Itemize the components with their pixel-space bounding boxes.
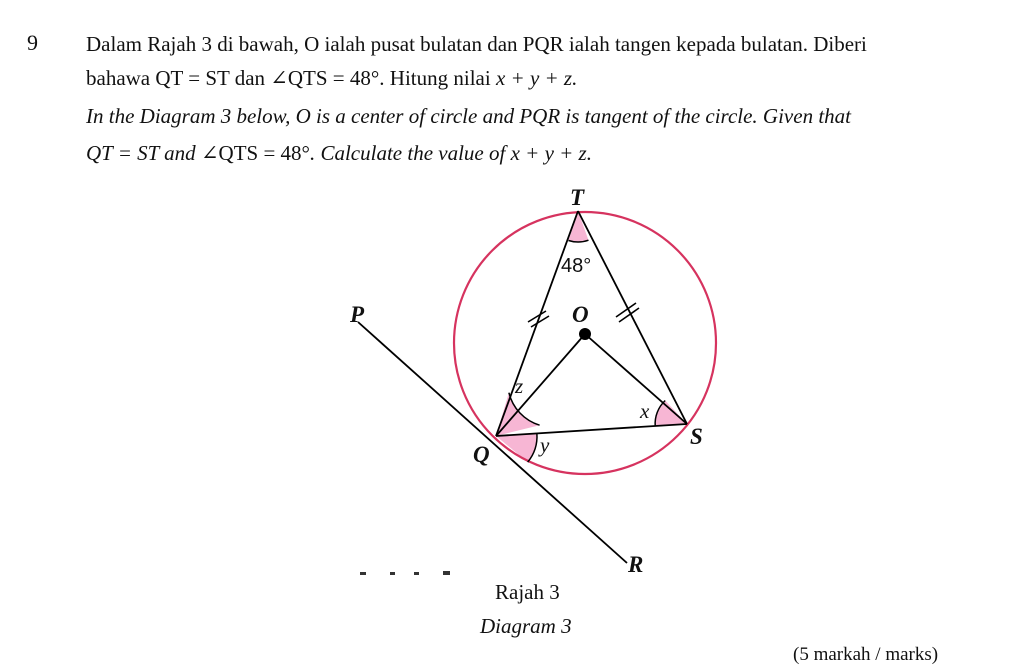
malay-line-2-text: bahawa QT = ST dan ∠QTS = 48°. Hitung nilai [86,66,496,90]
english-line-2-text: QT = ST and [86,141,201,165]
caption-malay: Rajah 3 [495,580,560,604]
english-angle: ∠QTS = 48° [200,141,310,165]
center-point [579,328,591,340]
label-angle-48: 48° [561,255,592,277]
label-x: x [640,399,650,423]
english-expression: x + y + z. [510,141,592,165]
faint-mark-2 [390,572,395,575]
label-t: T [570,185,585,210]
label-p: P [350,302,365,327]
label-s: S [690,424,703,449]
english-line-2-suffix: . Calculate the value of [309,141,511,165]
tangent-line-pqr [358,322,627,563]
label-r: R [628,552,644,577]
caption-english: Diagram 3 [480,614,572,638]
marks-label: (5 markah / marks) [793,644,939,665]
label-z: z [515,374,524,398]
radius-oq [496,334,585,436]
radius-os [585,334,687,424]
circle-outline [454,212,716,474]
label-y: y [540,433,550,457]
question-english-line-1: In the Diagram 3 below, O is a center of circle and PQR is tangent of the circle. Given that [86,104,851,128]
faint-mark-4 [443,571,450,575]
question-number: 9 [27,30,38,55]
label-o: O [572,302,589,327]
question-malay-line-1: Dalam Rajah 3 di bawah, O ialah pusat bulatan dan PQR ialah tangen kepada bulatan. Diberi [86,32,867,56]
faint-mark-3 [414,572,419,575]
label-q: Q [473,442,490,467]
faint-mark-1 [360,572,366,575]
malay-expression: x + y + z. [495,66,578,90]
